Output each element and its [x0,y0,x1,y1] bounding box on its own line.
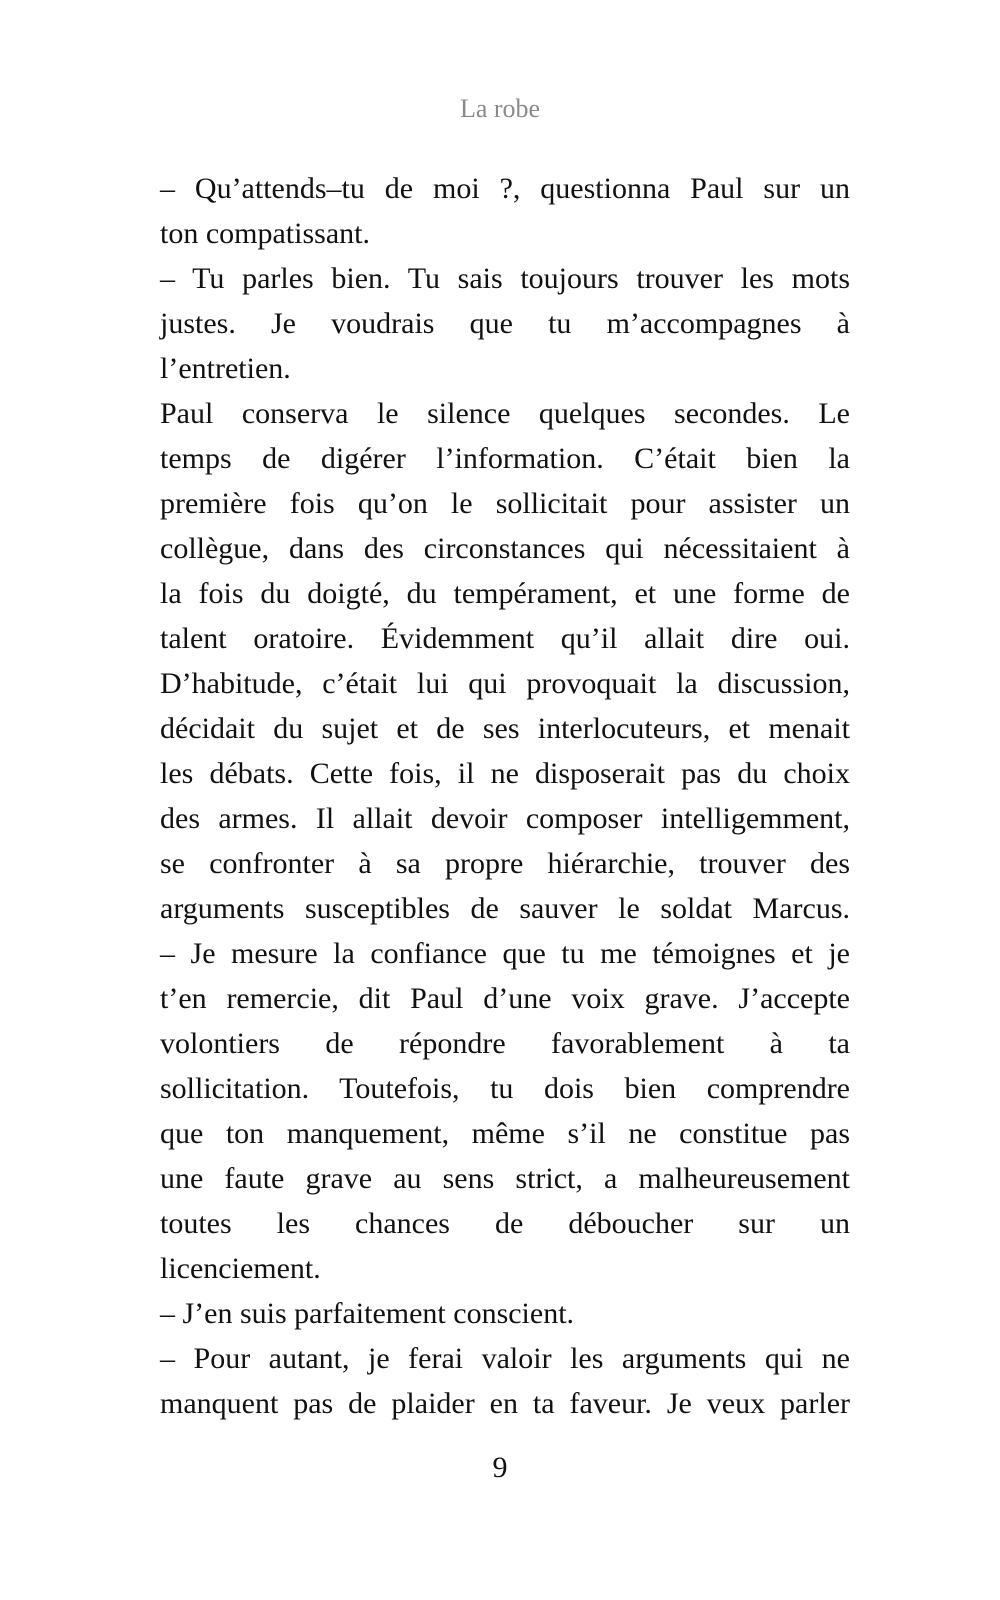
text-line: Paul conserva le silence quelques secondes. Le [160,397,850,430]
text-line: décidait du sujet et de ses interlocuteurs, et menait [160,712,850,745]
text-line: D’habitude, c’était lui qui provoquait la discussion, [160,667,850,700]
page-number: 9 [492,1451,508,1484]
text-line: l’entretien. [160,352,291,385]
text-line: arguments susceptibles de sauver le soldat Marcus. [160,892,850,925]
text-line: une faute grave au sens strict, a malheureusement [160,1162,850,1195]
text-line: se confronter à sa propre hiérarchie, trouver des [160,847,850,880]
text-line: – Pour autant, je ferai valoir les arguments qui ne [160,1342,850,1375]
text-line: sollicitation. Toutefois, tu dois bien comprendre [160,1072,850,1105]
text-line: première fois qu’on le sollicitait pour assister un [160,487,850,520]
text-line: la fois du doigté, du tempérament, et une forme de [160,577,850,610]
running-header-title: La robe [459,94,541,123]
text-line: manquent pas de plaider en ta faveur. Je veux parler [160,1387,850,1420]
text-line: – Je mesure la confiance que tu me témoignes et je [160,937,850,970]
text-line: des armes. Il allait devoir composer intelligemment, [160,802,850,835]
page-body-text [160,166,850,1426]
text-line: – J’en suis parfaitement conscient. [160,1297,575,1330]
text-line: t’en remercie, dit Paul d’une voix grave. J’accepte [160,982,850,1015]
text-line: justes. Je voudrais que tu m’accompagnes à [160,307,850,340]
text-line: licenciement. [160,1252,321,1285]
text-line: toutes les chances de déboucher sur un [160,1207,850,1240]
text-line: ton compatissant. [160,217,370,250]
text-line: – Tu parles bien. Tu sais toujours trouver les mots [160,262,850,295]
text-line: que ton manquement, même s’il ne constitue pas [160,1117,850,1150]
text-line: temps de digérer l’information. C’était bien la [160,442,850,475]
text-line: les débats. Cette fois, il ne disposerait pas du choix [160,757,850,790]
text-line: volontiers de répondre favorablement à ta [160,1027,850,1060]
text-line: collègue, dans des circonstances qui nécessitaient à [160,532,850,565]
text-line: – Qu’attends–tu de moi ?, questionna Paul sur un [160,172,850,205]
text-line: talent oratoire. Évidemment qu’il allait dire oui. [160,622,850,655]
